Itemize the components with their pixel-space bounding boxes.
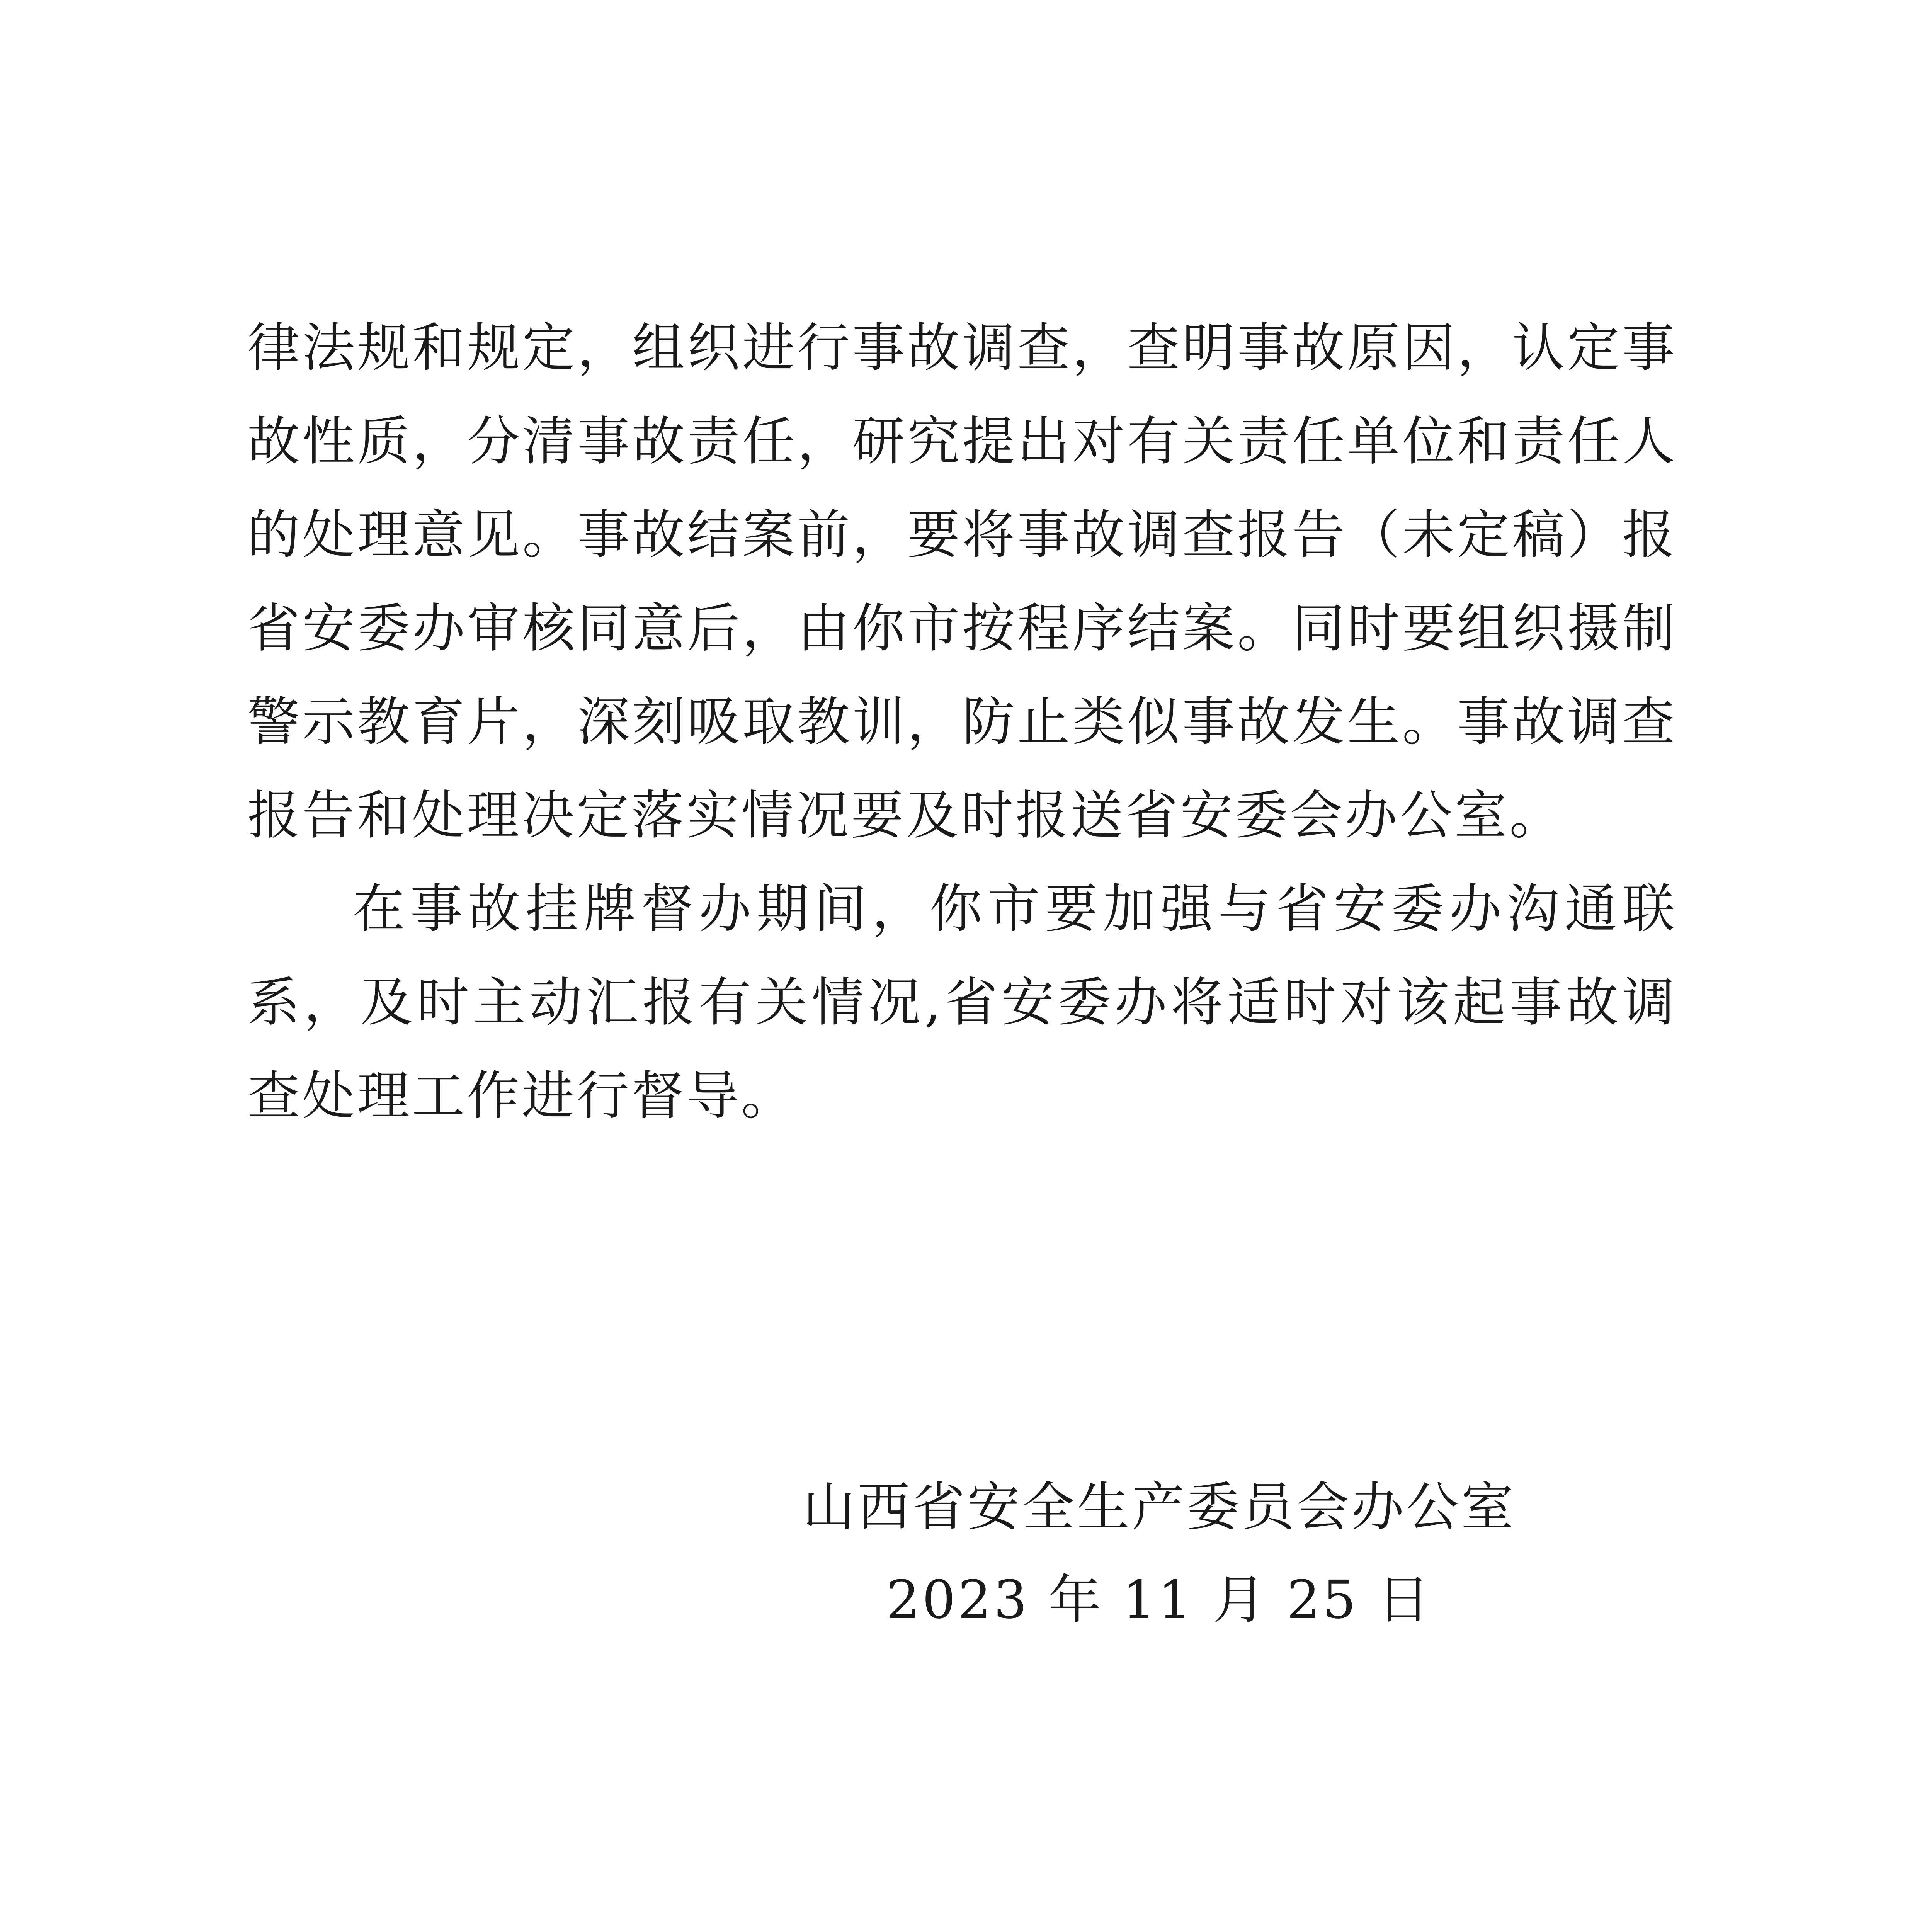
paragraph-continuation: 律法规和规定，组织进行事故调查，查明事故原因，认定事故性质，分清事故责任，研究提出对有关责任单位和责任人的处理意见。事故结案前，要将事故调查报告（未定稿）报省安委办审核同意后，由你市按程序结案。同时要组织摄制警示教育片，深刻吸取教训，防止类似事故发生。事故调查报告和处理决定落实情况要及时报送省安委会办公室。 <box>247 318 1677 846</box>
signature-date: 2023 年 11 月 25 日 <box>886 1570 1432 1631</box>
paragraph-supervision: 在事故挂牌督办期间，你市要加强与省安委办沟通联系，及时主动汇报有关情况,省安委办将适时对该起事故调查处理工作进行督导。 <box>247 879 1677 1127</box>
signature-organization: 山西省安全生产委员会办公室 <box>803 1477 1516 1538</box>
document-body <box>247 301 1677 1143</box>
